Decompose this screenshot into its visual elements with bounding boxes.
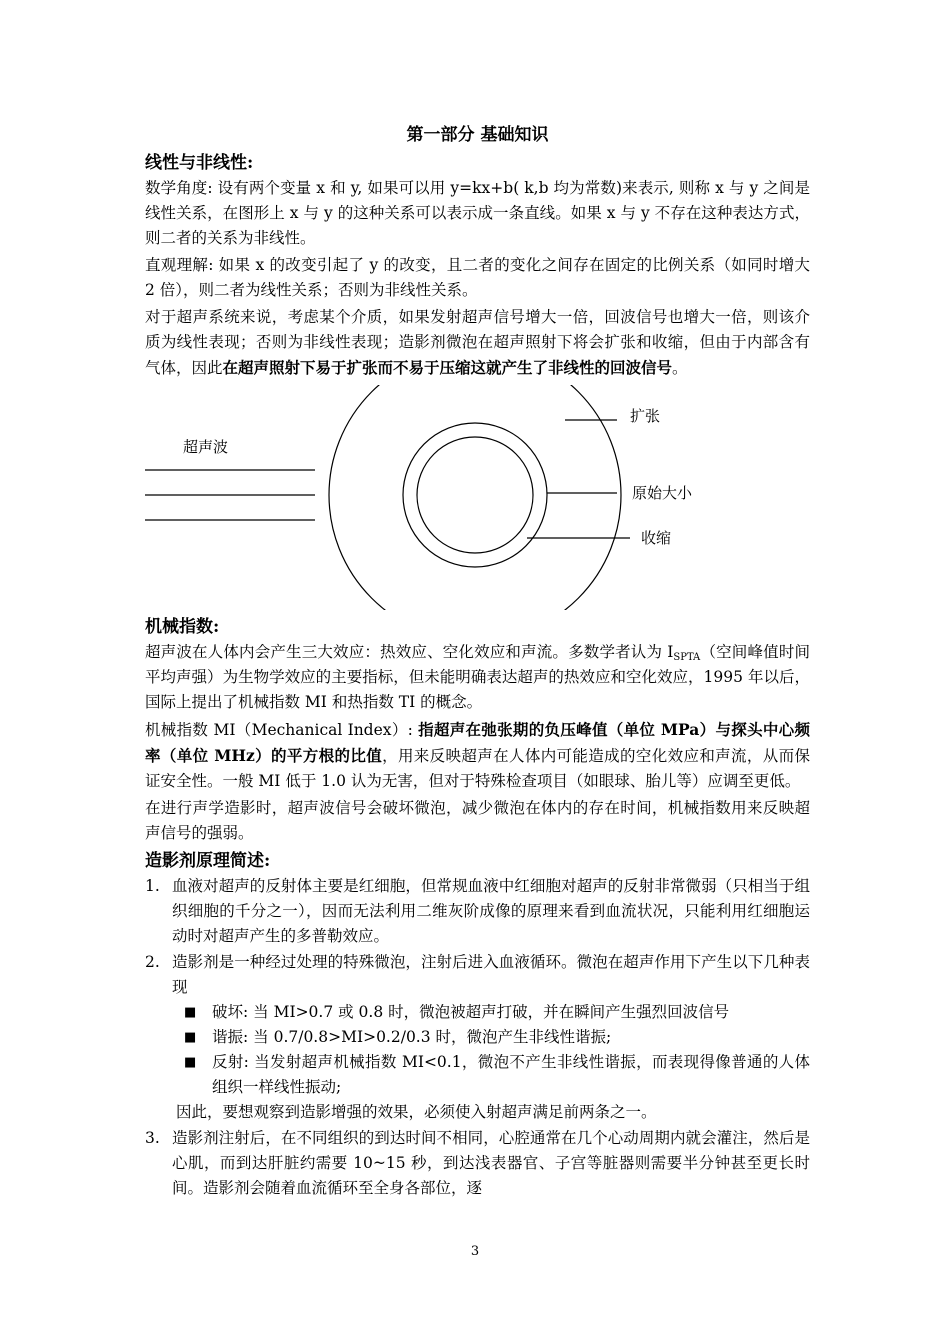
text-normal: 超声波在人体内会产生三大效应：热效应、空化效应和声流。多数学者认为 I [145, 643, 674, 661]
paragraph-intuitive: 直观理解: 如果 x 的改变引起了 y 的改变，且二者的变化之间存在固定的比例关系（如同时增大 2 倍），则二者为线性关系；否则为非线性关系。 [145, 256, 810, 299]
bullet-item [172, 1050, 810, 1100]
heading-linearity: 线性与非线性: [145, 153, 254, 173]
square-bullet-icon: ■ [184, 1005, 197, 1020]
bullet-text: 谐振: 当 0.7/0.8>MI>0.2/0.3 时，微泡产生非线性谐振; [212, 1028, 612, 1046]
heading-mechanical-index: 机械指数: [145, 617, 220, 637]
original-size-circle [403, 423, 547, 567]
contrast-list [145, 874, 810, 1201]
paragraph-mi-usage: 在进行声学造影时，超声波信号会破坏微泡，减少微泡在体内的存在时间，机械指数用来反映超声信号的强弱。 [145, 799, 810, 842]
shrink-label: 收缩 [641, 529, 672, 547]
list-item [145, 1126, 810, 1201]
heading-contrast-principle: 造影剂原理简述: [145, 851, 271, 871]
list-text: 造影剂是一种经过处理的特殊微泡，注射后进入血液循环。微泡在超声作用下产生以下几种表现 [172, 953, 810, 996]
original-size-label: 原始大小 [632, 484, 693, 502]
subscript-spta: SPTA [673, 652, 701, 663]
square-bullet-icon: ■ [184, 1030, 197, 1045]
bullet-list [172, 1000, 810, 1100]
bullet-item [172, 1000, 810, 1025]
note-text: 因此，要想观察到造影增强的效果，必须使入射超声满足前两条之一。 [176, 1103, 657, 1121]
list-item [145, 950, 810, 1125]
text-normal: 对于超声系统来说，考虑某个介质，如果发射超声信号增大一倍，回波信号也增大一倍，则该介质为线性表现；否则为非线性表现；造影剂微泡在超声照射下将会扩张和收缩，但由于内部含有气体，因此 [145, 308, 810, 377]
text-normal: （空间峰值时间平均声强）为生物学效应的主要指标，但未能明确表达超声的热效应和空化效应，1995 年以后，国际上提出了机械指数 MI 和热指数 TI 的概念。 [145, 643, 810, 711]
expanded-circle [329, 385, 621, 610]
bullet-item [172, 1025, 810, 1050]
page-content [145, 122, 810, 1202]
wave-label: 超声波 [183, 438, 229, 456]
square-bullet-icon: ■ [184, 1055, 197, 1070]
list-number: 3. [145, 1129, 160, 1147]
list-number: 1. [145, 877, 160, 895]
page-number: 3 [470, 1244, 480, 1259]
text-normal: ，用来反映超声在人体内可能造成的空化效应和声流，从而保证安全性。一般 MI 低于 1.0 认为无害，但对于特殊检查项目（如眼球、胎儿等）应调至更低。 [145, 747, 810, 790]
bullet-text: 破坏: 当 MI>0.7 或 0.8 时，微泡被超声打破，并在瞬间产生强烈回波信号 [212, 1003, 730, 1021]
list-text: 血液对超声的反射体主要是红细胞，但常规血液中红细胞对超声的反射非常微弱（只相当于组织细胞的千分之一），因而无法利用二维灰阶成像的原理来看到血流状况，只能利用红细胞运动时对超声产生的多普勒效应。 [172, 877, 810, 945]
text-normal: 机械指数 MI（Mechanical Index）: [145, 721, 419, 739]
paragraph-math-definition: 数学角度: 设有两个变量 x 和 y, 如果可以用 y=kx+b( k,b 均为常数)来表示, 则称 x 与 y 之间是线性关系，在图形上 x 与 y 的这种关系可以表示成一条直线。如果 x 与 y 不存在这种表达方式，则二者的关系为非线性。 [145, 179, 810, 247]
text-end: 。 [672, 359, 688, 377]
text-emphasis: 指超声在弛张期的负压峰值（单位 MPa）与探头中心频率（单位 MHz）的平方根的比值 [145, 720, 810, 765]
list-text: 造影剂注射后，在不同组织的到达时间不相同，心腔通常在几个心动周期内就会灌注，然后是心肌，而到达肝脏约需要 10~15 秒，到达浅表器官、子宫等脏器则需要半分钟甚至更长时间。造影剂会随着血流循环至全身各部位，逐 [172, 1129, 810, 1197]
bullet-text: 反射: 当发射超声机械指数 MI<0.1，微泡不产生非线性谐振，而表现得像普通的人体组织一样线性振动; [212, 1053, 810, 1096]
list-number: 2. [145, 953, 160, 971]
page-title: 第一部分 基础知识 [406, 125, 549, 145]
paragraph-mi-definition [145, 717, 810, 794]
expand-label: 扩张 [630, 407, 661, 425]
text-emphasis: 在超声照射下易于扩张而不易于压缩这就产生了非线性的回波信号 [222, 358, 673, 377]
compressed-circle [417, 437, 533, 553]
paragraph-three-effects [145, 640, 810, 715]
list-item [145, 874, 810, 949]
paragraph-ultrasound-linearity [145, 305, 810, 381]
microbubble-figure [145, 385, 810, 610]
microbubble-diagram [145, 385, 810, 610]
